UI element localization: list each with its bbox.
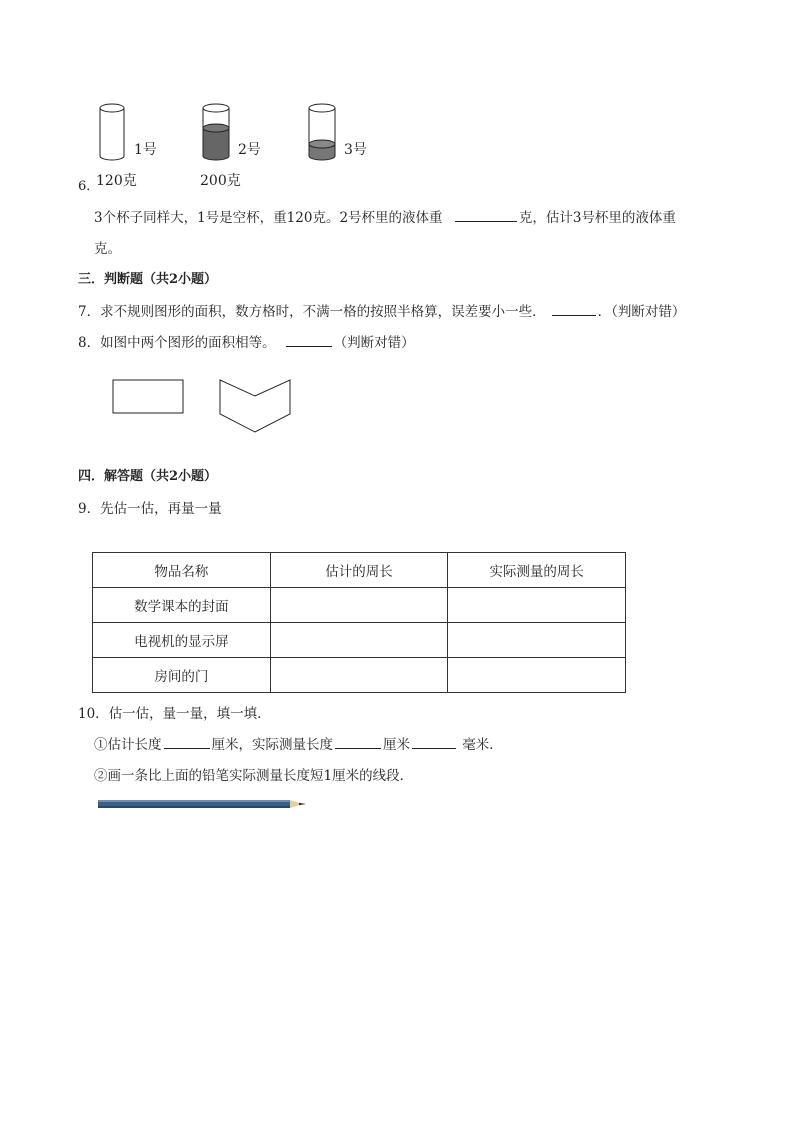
q7-number: 7．: [78, 304, 101, 320]
q10-number: 10．: [78, 706, 109, 722]
q10-actual-mm-blank[interactable]: [412, 734, 456, 749]
cup-1-weight: 120克: [96, 173, 137, 189]
q8-answer-blank[interactable]: [286, 332, 332, 347]
table-cell-actual[interactable]: [448, 658, 626, 693]
q6-text-line2: 克。: [94, 241, 121, 257]
q6-text-line1: [94, 206, 676, 226]
q6-answer-blank-1[interactable]: [455, 207, 517, 222]
q10-item1-d: 毫米．: [462, 737, 503, 753]
cup-3: [309, 104, 335, 160]
q8-shapes-figure: [110, 376, 300, 436]
q10-item1-b: 厘米，实际测量长度: [211, 737, 333, 753]
arrow-shape: [220, 380, 290, 432]
pencil-image: [98, 798, 310, 812]
section-4-title: 四．解答题（共2小题）: [78, 469, 218, 484]
table-row: [93, 623, 626, 658]
section-3-title: 三．判断题（共2小题）: [78, 272, 218, 287]
table-cell-item: 电视机的显示屏: [93, 623, 271, 658]
q8-number: 8．: [78, 335, 101, 351]
table-cell-estimate[interactable]: [270, 588, 448, 623]
cup-3-label: 3号: [344, 142, 367, 158]
q9-number: 9．: [78, 501, 101, 517]
q10-item2-text: ②画一条比上面的铅笔实际测量长度短1厘米的线段．: [94, 768, 414, 784]
q8-text: 如图中两个图形的面积相等。: [100, 335, 276, 351]
q10-estimate-blank[interactable]: [164, 734, 210, 749]
q7: [78, 300, 685, 320]
q10-text: 估一估，量一量，填一填．: [108, 706, 271, 722]
q8: [78, 331, 415, 351]
cup-2-label: 2号: [238, 142, 261, 158]
cup-1-label: 1号: [134, 142, 157, 158]
table-row: [93, 588, 626, 623]
q10-item1-a: ①估计长度: [94, 737, 162, 753]
rectangle-shape: [113, 380, 183, 413]
table-cell-estimate[interactable]: [270, 658, 448, 693]
table-cell-estimate[interactable]: [270, 623, 448, 658]
q8-suffix: （判断对错）: [333, 335, 415, 351]
table-header-actual: 实际测量的周长: [448, 553, 626, 588]
q7-answer-blank[interactable]: [552, 301, 596, 316]
q10-actual-cm-blank[interactable]: [335, 734, 381, 749]
q6-number: 6．: [78, 179, 100, 194]
cup-1: [100, 104, 124, 160]
table-header-estimate: 估计的周长: [270, 553, 448, 588]
q7-suffix: ．（判断对错）: [597, 304, 686, 320]
table-cell-actual[interactable]: [448, 623, 626, 658]
table-row: [93, 658, 626, 693]
q10-item1-c: 厘米: [383, 737, 410, 753]
q10: [78, 702, 271, 722]
q6-text-part2: 克，估计3号杯里的液体重: [518, 210, 676, 226]
q9: [78, 497, 222, 517]
q10-item-1: [94, 733, 503, 753]
table-cell-item: 数学课本的封面: [93, 588, 271, 623]
table-header-row: [93, 553, 626, 588]
q7-text: 求不规则图形的面积，数方格时，不满一格的按照半格算，误差要小一些．: [100, 304, 546, 320]
q10-item-2: [94, 764, 413, 784]
table-cell-item: 房间的门: [93, 658, 271, 693]
q6-text-part1: 3个杯子同样大，1号是空杯，重120克。2号杯里的液体重: [94, 210, 443, 226]
table-header-item: 物品名称: [93, 553, 271, 588]
measurement-table: [92, 552, 626, 693]
q9-text: 先估一估，再量一量: [100, 501, 222, 517]
cup-2: [203, 104, 229, 160]
table-cell-actual[interactable]: [448, 588, 626, 623]
cup-2-weight: 200克: [200, 173, 241, 189]
